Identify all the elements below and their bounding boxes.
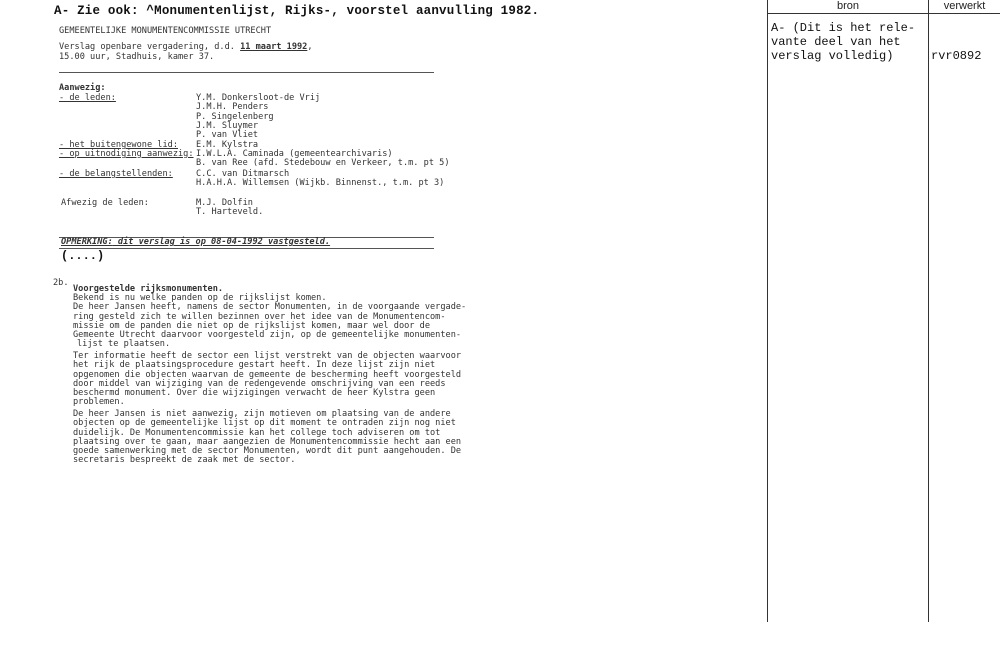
belang-label: - de belangstellenden: <box>59 169 173 179</box>
aanwezig-label: Aanwezig: <box>59 83 106 93</box>
divider-rule <box>59 248 434 249</box>
belang-list <box>196 170 444 189</box>
verwerkt-column-left-border <box>928 0 929 622</box>
side-note-line: vante deel van het <box>771 35 901 49</box>
list-item: P. Singelenberg <box>196 111 274 122</box>
side-note-line: A- (Dit is het rele- <box>771 21 916 35</box>
ellipsis-mark: (....) <box>61 249 105 263</box>
item-title: Voorgestelde rijksmonumenten. <box>73 284 224 294</box>
uitnodiging-label: - op uitnodiging aanwezig: <box>59 149 194 159</box>
bron-column-header: bron <box>836 0 860 12</box>
organization-name: GEMEENTELIJKE MONUMENTENCOMMISSIE UTRECHT <box>59 26 272 36</box>
verwerkt-code: rvr0892 <box>931 49 982 63</box>
meeting-time-place: 15.00 uur, Stadhuis, kamer 37. <box>59 52 215 62</box>
divider-rule <box>59 72 434 73</box>
leden-list <box>196 94 320 140</box>
item-number: 2b. <box>53 278 69 288</box>
paragraph: Ter informatie heeft de sector een lijst verstrekt van de objecten waarvoor het rijk de plaatsingsprocedure gestart heeft. In deze lijst zijn niet opgenomen die objecten waarvan de gemeente de bescherming heeft voorgesteld door middel van wijziging van de redengevende omschrijving van een reeds beschermd monument. Over die wijzigingen verwacht de heer Kylstra geen problemen. <box>73 351 462 408</box>
meeting-line: Verslag openbare vergadering, d.d. 11 maart 1992, <box>59 42 313 52</box>
uitnodiging-list <box>196 150 450 169</box>
list-item: J.M.H. Penders <box>196 102 269 113</box>
list-item: T. Harteveld. <box>196 207 264 218</box>
list-item: P. van Vliet <box>196 130 259 141</box>
column-header-divider <box>767 13 1000 14</box>
list-item: B. van Ree (afd. Stedebouw en Verkeer, t.m. pt 5) <box>196 158 450 169</box>
list-item: M.J. Dolfin <box>196 198 253 208</box>
list-item: J.M. Sluymer <box>196 120 259 131</box>
opmerking-note: OPMERKING: dit verslag is op 08-04-1992 vastgesteld. <box>61 237 331 247</box>
paragraph: Bekend is nu welke panden op de rijkslijst komen. De heer Jansen heeft, namens de sector Monumenten, in de voorgaande vergade- ring gesteld zich te willen bezinnen over het idee van de Monumentencom- missie om de panden die niet op de rijkslijst komen, maar wel door de Gemeente Utrecht daarvoor voorgesteld zijn, op de gemeentelijke monumenten- lijst te plaatsen. <box>73 293 467 350</box>
reference-header: A- Zie ook: ^Monumentenlijst, Rijks-, voorstel aanvulling 1982. <box>54 4 540 18</box>
afwezig-label: Afwezig de leden: <box>61 198 149 208</box>
list-item: Y.M. Donkersloot-de Vrij <box>196 93 321 103</box>
side-note <box>771 21 915 63</box>
side-note-line: verslag volledig) <box>771 49 894 63</box>
meeting-date: 11 maart 1992 <box>240 42 308 52</box>
verwerkt-column-header: verwerkt <box>943 0 986 12</box>
afwezig-list <box>196 199 263 218</box>
paragraph: De heer Jansen is niet aanwezig, zijn motieven om plaatsing van de andere objecten op de gemeentelijke lijst op dit moment te ontraden zijn nog niet duidelijk. De Monumentencommissie kan het college toch adviseren om tot plaatsing over te gaan, maar aangezien de Monumentencommissie hecht aan een goede samenwerking met de sector Monumenten, wordt dit punt aangehouden. De secretaris bespreekt de zaak met de sector. <box>73 409 462 466</box>
list-item: I.W.L.A. Caminada (gemeentearchivaris) <box>196 149 393 159</box>
buitengewoon-label: - het buitengewone lid: <box>59 140 178 150</box>
bron-column-left-border <box>767 0 768 622</box>
list-item: C.C. van Ditmarsch <box>196 169 290 179</box>
list-item: H.A.H.A. Willemsen (Wijkb. Binnenst., t.m. pt 3) <box>196 178 445 189</box>
leden-label: - de leden: <box>59 93 116 103</box>
buitengewoon-member: E.M. Kylstra <box>196 140 259 150</box>
